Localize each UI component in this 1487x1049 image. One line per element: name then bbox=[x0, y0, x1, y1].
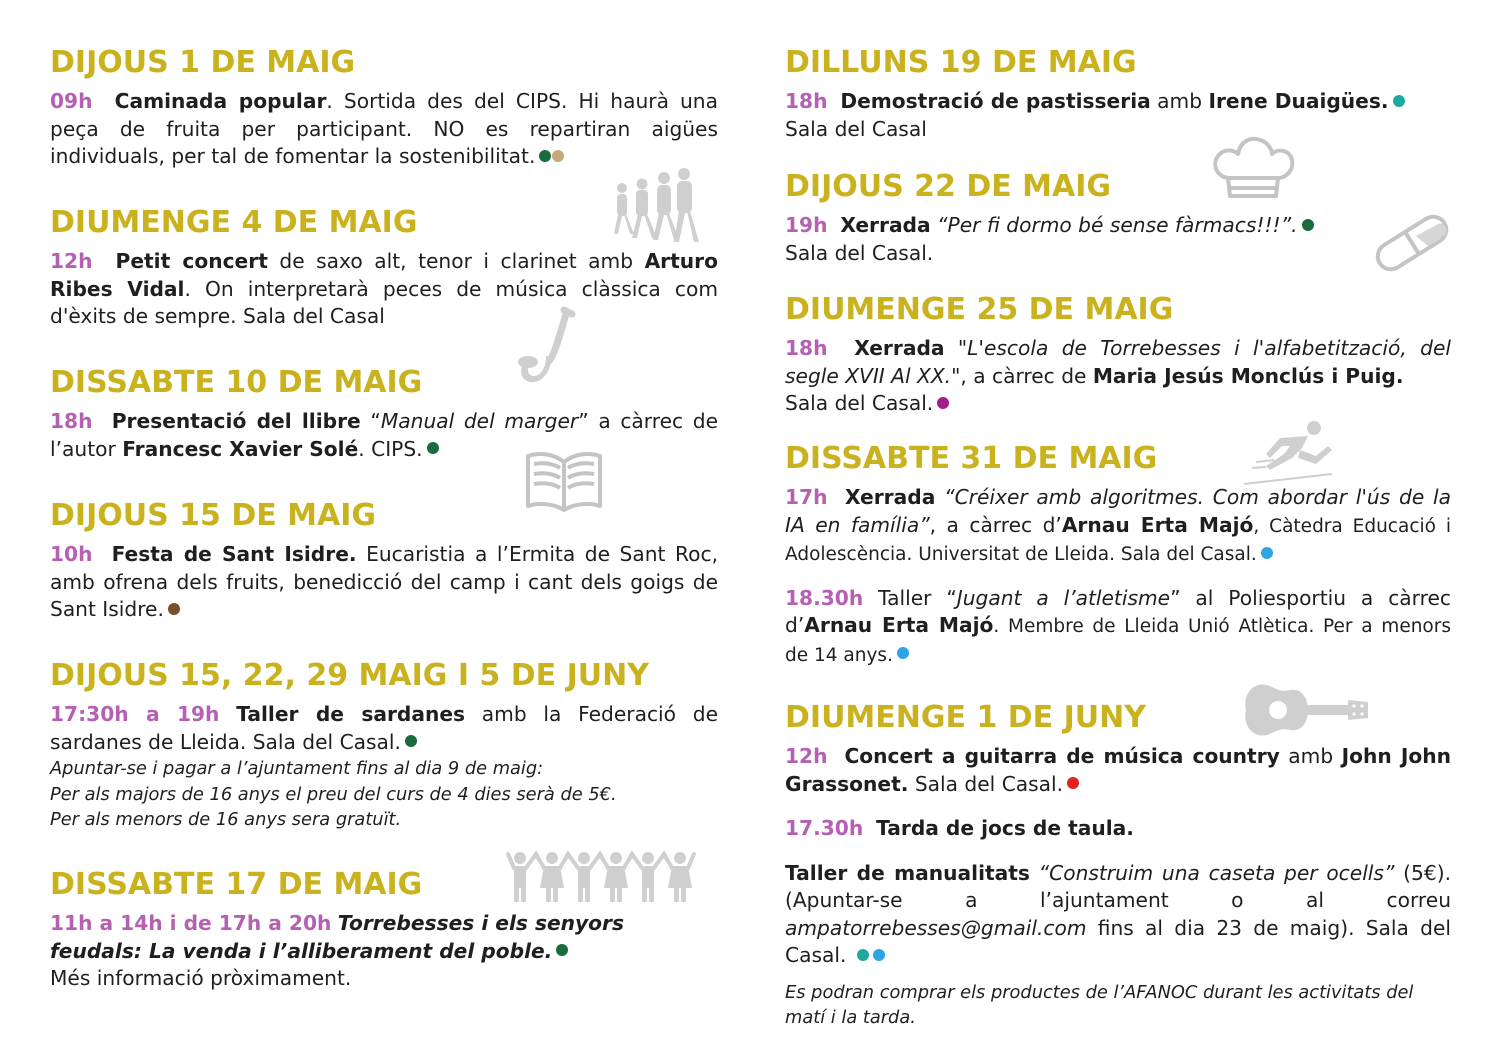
event-time: 18h bbox=[50, 409, 93, 433]
category-dot-teal bbox=[857, 949, 869, 961]
category-dot-green bbox=[556, 944, 568, 956]
event-text: ” a càrrec de l’autor bbox=[50, 409, 718, 461]
event-description bbox=[50, 248, 718, 331]
footer-note: Es podran comprar els productes de l’AFANOC durant les activitats del matí i la tarda. bbox=[785, 981, 1414, 1028]
event-text: de saxo alt, tenor i clarinet amb bbox=[267, 249, 645, 273]
event-title: Xerrada bbox=[845, 485, 936, 509]
category-dot-blue bbox=[873, 949, 885, 961]
event-text: , a càrrec de bbox=[960, 363, 1093, 388]
event-text: amb bbox=[1279, 744, 1342, 768]
event-description bbox=[785, 484, 1451, 569]
event-person: Arnau Erta Majó bbox=[1061, 512, 1254, 537]
event-location: Sala del Casal bbox=[785, 116, 927, 141]
chef-hat-icon bbox=[1210, 132, 1296, 202]
event-text: Més informació pròximament. bbox=[50, 966, 352, 990]
event-description bbox=[785, 335, 1451, 418]
event-dijous-22-maig bbox=[785, 170, 1451, 267]
event-heading: DIJOUS 1 DE MAIG bbox=[50, 45, 356, 80]
event-text: . Sortida des del CIPS. Hi haurà una peça de fruita per participant. NO es repartiran aigües individuals, per tal de fomentar la sostenibilitat. bbox=[50, 89, 718, 168]
event-description bbox=[785, 212, 1451, 267]
event-text: , Càtedra Educació i Adolescència. Universitat de Lleida. Sala del Casal. bbox=[785, 515, 1451, 565]
category-dot-green bbox=[1302, 219, 1314, 231]
saxophone-icon bbox=[516, 304, 578, 390]
event-title: Concert a guitarra de música country bbox=[844, 744, 1280, 768]
event-time: 17:30h a 19h bbox=[50, 702, 220, 726]
event-time: 17.30h bbox=[785, 816, 864, 840]
event-description bbox=[50, 541, 718, 624]
event-person: Francesc Xavier Solé bbox=[122, 436, 359, 461]
event-location: Sala del Casal. bbox=[785, 240, 934, 265]
event-location: Sala del Casal. bbox=[785, 391, 934, 415]
category-dot-green bbox=[539, 150, 551, 162]
event-dilluns-19-maig bbox=[785, 46, 1451, 143]
event-heading: DIJOUS 22 DE MAIG bbox=[785, 169, 1112, 204]
event-text: ” al Poliesportiu a càrrec d’ bbox=[785, 585, 1451, 637]
guitar-icon bbox=[1238, 678, 1372, 742]
event-text: . On interpretarà peces de música clàssica com d'èxits de sempre. Sala del Casal bbox=[50, 276, 718, 328]
category-dot-purple bbox=[937, 397, 949, 409]
event-person: John John Grassonet. bbox=[785, 744, 1451, 796]
event-title: Taller de manualitats bbox=[785, 860, 1030, 885]
event-person: Arturo Ribes Vidal bbox=[50, 249, 718, 301]
open-book-icon bbox=[524, 448, 604, 514]
event-dijous-sardanes bbox=[50, 659, 718, 833]
event-dissabte-31-maig bbox=[785, 442, 1451, 669]
note-line: Apuntar-se i pagar a l’ajuntament fins al dia 9 de maig: bbox=[50, 758, 544, 779]
category-dot-red bbox=[1067, 777, 1079, 789]
event-person: Irene Duaigües. bbox=[1208, 89, 1389, 113]
event-time: 11h a 14h i de 17h a 20h bbox=[50, 911, 332, 935]
walkers-icon bbox=[608, 168, 700, 244]
event-title: Tarda de jocs de taula. bbox=[876, 816, 1134, 840]
event-diumenge-1-juny bbox=[785, 701, 1451, 1031]
contact-email: ampatorrebesses@gmail.com bbox=[785, 915, 1087, 940]
event-time: 10h bbox=[50, 542, 93, 566]
category-dot-tan bbox=[552, 150, 564, 162]
event-heading: DIJOUS 15 DE MAIG bbox=[50, 498, 377, 533]
event-title: Presentació del llibre bbox=[111, 409, 361, 433]
pill-capsule-icon bbox=[1368, 210, 1456, 276]
category-dot-green bbox=[405, 735, 417, 747]
people-holding-hands-icon bbox=[506, 848, 696, 904]
event-description bbox=[50, 701, 718, 756]
event-time: 12h bbox=[50, 249, 93, 273]
event-person: Arnau Erta Majó bbox=[804, 613, 994, 637]
event-text: Eucaristia a l’Ermita de Sant Roc, amb ofrena dels fruits, benedicció del camp i cant dels goigs de Sant Isidre. bbox=[50, 542, 718, 621]
event-description bbox=[50, 408, 718, 463]
event-dijous-1-maig bbox=[50, 46, 718, 171]
book-title: Manual del marger bbox=[380, 409, 579, 433]
event-description bbox=[785, 743, 1451, 798]
event-dijous-15-maig bbox=[50, 499, 718, 624]
event-heading: DISSABTE 31 DE MAIG bbox=[785, 441, 1158, 476]
event-text: fins al dia 23 de maig). Sala del Casal. bbox=[785, 915, 1451, 967]
event-title: Xerrada bbox=[840, 213, 931, 237]
event-time: 09h bbox=[50, 89, 93, 113]
talk-title: “Per fi dormo bé sense fàrmacs!!!”. bbox=[930, 213, 1298, 237]
event-heading: DIUMENGE 4 DE MAIG bbox=[50, 205, 418, 240]
event-heading: DIJOUS 15, 22, 29 MAIG I 5 DE JUNY bbox=[50, 658, 649, 693]
event-title: Petit concert bbox=[115, 249, 268, 273]
event-title: Demostració de pastisseria bbox=[840, 89, 1151, 113]
event-heading: DIUMENGE 25 DE MAIG bbox=[785, 292, 1174, 327]
runner-icon bbox=[1240, 418, 1336, 488]
event-text: amb la Federació de sardanes de Lleida. Sala del Casal. bbox=[50, 702, 718, 754]
event-title: Taller de sardanes bbox=[236, 702, 466, 726]
workshop-title: Jugant a l’atletisme bbox=[956, 585, 1171, 610]
event-text: “ bbox=[360, 409, 381, 433]
event-person: Maria Jesús Monclús i Puig. bbox=[1092, 363, 1404, 388]
talk-title: "L'escola de Torrebesses i l'alfabetització, del segle XVII Al XX." bbox=[785, 336, 1451, 388]
event-title: Xerrada bbox=[854, 336, 945, 360]
event-text: . CIPS. bbox=[358, 436, 423, 461]
note-line: Per als menors de 16 anys sera gratuït. bbox=[50, 809, 402, 830]
note-line: Per als majors de 16 anys el preu del curs de 4 dies serà de 5€. bbox=[50, 783, 617, 805]
talk-title: “Créixer amb algoritmes. Com abordar l'ús de la IA en família” bbox=[785, 485, 1451, 537]
event-description bbox=[785, 860, 1451, 970]
event-heading: DISSABTE 10 DE MAIG bbox=[50, 365, 423, 400]
event-title: Festa de Sant Isidre. bbox=[111, 542, 357, 566]
category-dot-green bbox=[427, 442, 439, 454]
event-description bbox=[785, 585, 1451, 670]
category-dot-teal bbox=[1393, 95, 1405, 107]
event-description bbox=[50, 88, 718, 171]
event-title: Torrebesses i els senyors feudals: La venda i l’alliberament del poble. bbox=[50, 911, 625, 963]
event-time: 18h bbox=[785, 336, 828, 360]
event-text: . Membre de Lleida Unió Atlètica. Per a menors de 14 anys. bbox=[785, 616, 1451, 666]
event-time: 18h bbox=[785, 89, 828, 113]
event-title: Caminada popular bbox=[114, 89, 327, 113]
event-description bbox=[785, 88, 1451, 143]
event-text: amb bbox=[1150, 89, 1209, 113]
category-dot-blue bbox=[1261, 547, 1273, 559]
event-time: 19h bbox=[785, 213, 828, 237]
workshop-title: “Construim una caseta per ocells” bbox=[1029, 860, 1395, 885]
event-dissabte-10-maig bbox=[50, 366, 718, 463]
event-text: , a càrrec d’ bbox=[929, 512, 1062, 537]
event-heading: DISSABTE 17 DE MAIG bbox=[50, 867, 423, 902]
event-text: Taller “ bbox=[863, 585, 957, 610]
event-heading: DIUMENGE 1 DE JUNY bbox=[785, 700, 1146, 735]
event-description bbox=[785, 815, 1451, 843]
event-time: 18.30h bbox=[785, 585, 864, 610]
event-diumenge-25-maig bbox=[785, 293, 1451, 418]
category-dot-blue bbox=[897, 647, 909, 659]
event-text: (5€). (Apuntar-se a l’ajuntament o al correu bbox=[785, 860, 1452, 912]
event-location: Sala del Casal. bbox=[908, 771, 1064, 796]
event-heading: DILLUNS 19 DE MAIG bbox=[785, 45, 1137, 80]
event-description bbox=[50, 910, 718, 965]
event-time: 12h bbox=[785, 744, 828, 768]
category-dot-brown bbox=[168, 603, 180, 615]
event-time: 17h bbox=[785, 485, 828, 509]
